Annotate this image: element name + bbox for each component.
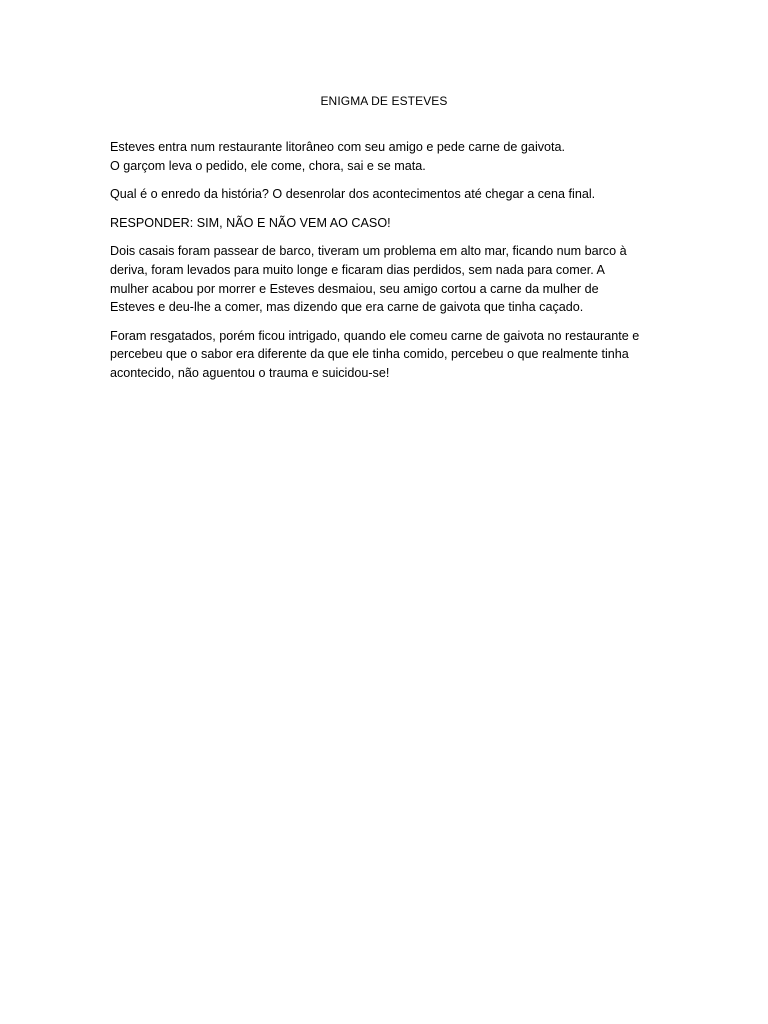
text-line: O garçom leva o pedido, ele come, chora, sai e se mata. [110, 158, 426, 173]
paragraph-instructions [110, 214, 670, 233]
document-title: ENIGMA DE ESTEVES [320, 94, 448, 108]
text-line: Esteves entra num restaurante litorâneo com seu amigo e pede carne de gaivota. [110, 140, 566, 154]
text-line: RESPONDER: SIM, NÃO E NÃO VEM AO CASO! [110, 215, 391, 230]
text-line: Foram resgatados, porém ficou intrigado, quando ele comeu carne de gaivota no restaurante e [110, 328, 640, 343]
paragraph-story [110, 138, 670, 175]
document-body [110, 138, 670, 383]
paragraph-answer-part-2 [110, 327, 670, 383]
paragraph-answer-part-1 [110, 242, 670, 316]
text-line: mulher acabou por morrer e Esteves desmaiou, seu amigo cortou a carne da mulher de [110, 281, 599, 296]
text-line: acontecido, não aguentou o trauma e suicidou-se! [110, 365, 390, 380]
text-line: percebeu que o sabor era diferente da que ele tinha comido, percebeu o que realmente tinha [110, 347, 629, 362]
text-line: Dois casais foram passear de barco, tiveram um problema em alto mar, ficando num barco à [110, 244, 627, 259]
text-line: Qual é o enredo da história? O desenrolar dos acontecimentos até chegar a cena final. [110, 187, 596, 202]
text-line: Esteves e deu-lhe a comer, mas dizendo que era carne de gaivota que tinha caçado. [110, 300, 584, 315]
paragraph-question [110, 185, 670, 204]
text-line: deriva, foram levados para muito longe e ficaram dias perdidos, sem nada para comer. A [110, 262, 605, 277]
